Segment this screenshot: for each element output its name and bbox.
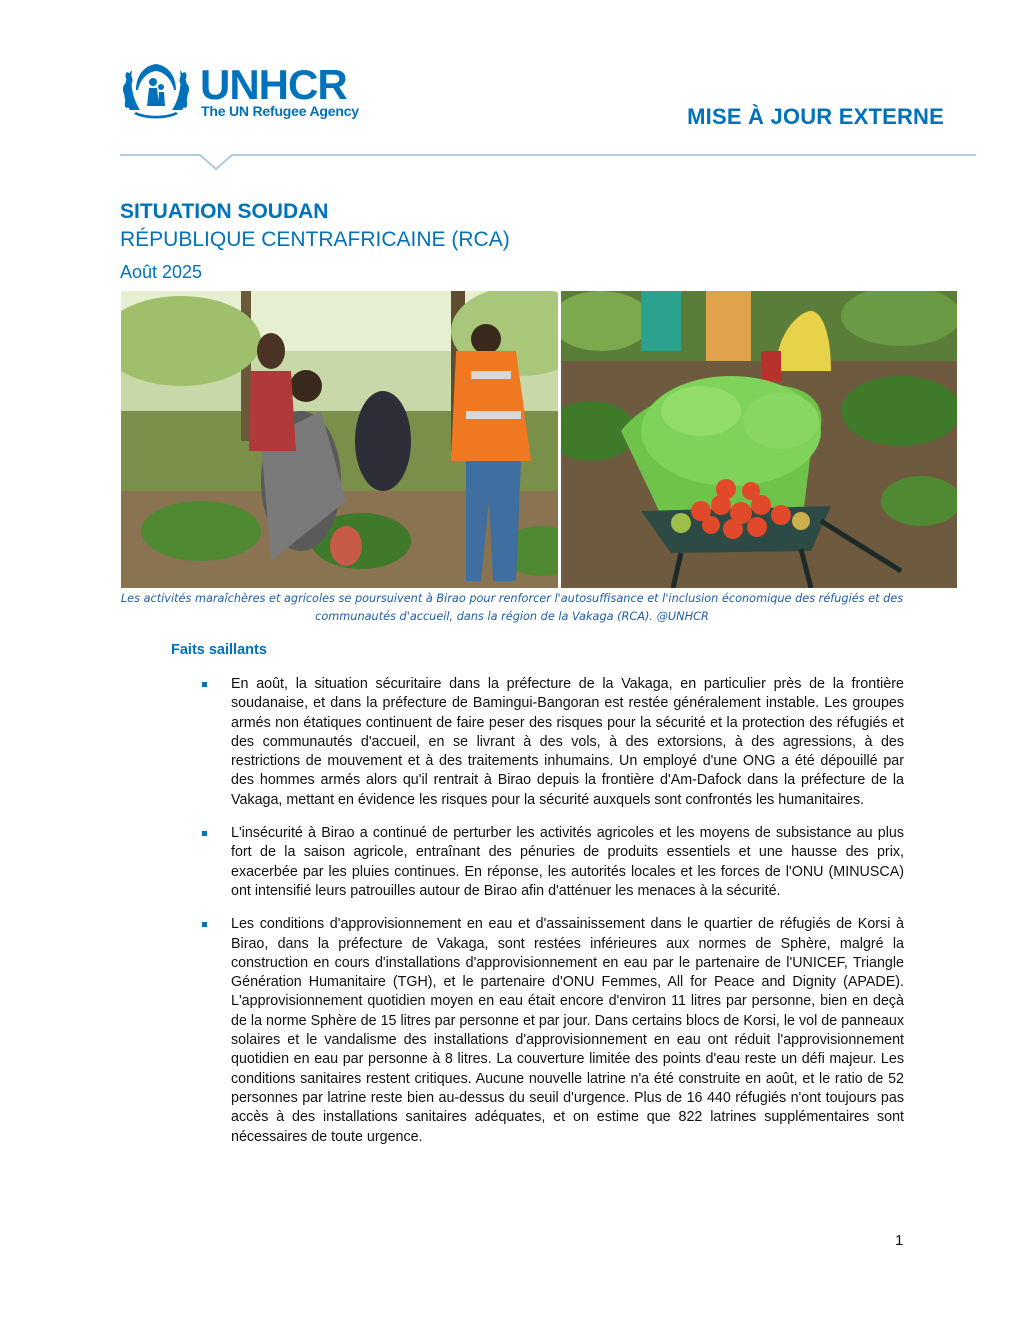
logo-tagline: The UN Refugee Agency bbox=[201, 103, 359, 119]
list-item-text: L'insécurité à Birao a continué de perturber les activités agricoles et les moyens de subsistance au plus fort de la saison agricole, entraînant des pénuries de produits essentiels et une hausse des prix, exacerbée par les pluies continues. En réponse, les autorités locales et les forces de l'ONU (MINUSCA) ont intensifié leurs patrouilles autour de Birao afin d'atténuer les menaces à la sécurité. bbox=[231, 825, 904, 899]
highlights-list bbox=[200, 675, 904, 1161]
unhcr-emblem-icon bbox=[120, 60, 192, 122]
unhcr-logo bbox=[120, 60, 380, 122]
header-divider bbox=[120, 145, 976, 171]
page-title: SITUATION SOUDAN bbox=[120, 200, 329, 223]
photo-vegetable-harvest bbox=[561, 291, 957, 588]
report-date: Août 2025 bbox=[120, 262, 203, 282]
bullet-square-icon bbox=[202, 831, 207, 836]
page-subtitle: RÉPUBLIQUE CENTRAFRICAINE (RCA) bbox=[120, 228, 510, 251]
photo-agricultural-activity bbox=[121, 291, 558, 588]
bullet-square-icon bbox=[202, 682, 207, 687]
page-number: 1 bbox=[895, 1232, 904, 1249]
list-item-text: En août, la situation sécuritaire dans la préfecture de la Vakaga, en particulier près de la frontière soudanaise, et dans la préfecture de Bamingui-Bangoran est restée généralement instable. Les groupes armés non étatiques continuent de faire peser des risques pour la sécurité et la protection des réfugiés et des communautés d'accueil, en se livrant à des vols, à des extorsions, à des agressions, à des restrictions de mouvement et à des traitements inhumains. Un employé d'une ONG a été dépouillé par des hommes armés alors qu'il rentrait à Birao depuis la frontière d'Am-Dafock dans la préfecture de la Vakaga, mettant en évidence les risques pour la sécurité auxquels sont confrontés les humanitaires. bbox=[231, 676, 904, 808]
list-item bbox=[200, 915, 904, 1147]
bullet-square-icon bbox=[202, 922, 207, 927]
logo-wordmark: UNHCR bbox=[200, 61, 347, 108]
update-label: MISE À JOUR EXTERNE bbox=[687, 104, 944, 129]
section-heading: Faits saillants bbox=[171, 642, 267, 658]
list-item bbox=[200, 675, 904, 810]
list-item-text: Les conditions d'approvisionnement en eau et d'assainissement dans le quartier de réfugiés de Korsi à Birao, dans la préfecture de Vakaga, sont restées inférieures aux normes de Sphère, malgré la construction en cours d'installations d'approvisionnement en eau par le partenaire de l'UNICEF, Triangle Génération Humanitaire (TGH), et le partenaire d'ONU Femmes, All for Peace and Dignity (APADE). L'approvisionnement quotidien moyen en eau était encore d'environ 11 litres par personne, bien en deçà de la norme Sphère de 15 litres par personne et par jour. Dans certains blocs de Korsi, le vol de panneaux solaires et le vandalisme des installations d'approvisionnement en eau ont réduit l'approvisionnement quotidien en eau par personne à 8 litres. La couverture limitée des points d'eau reste un défi majeur. Les conditions sanitaires restent critiques. Aucune nouvelle latrine n'a été construite en août, et le ratio de 52 personnes par latrine reste bien au-dessus du seuil d'urgence. Plus de 16 440 réfugiés n'ont toujours pas accès à des installations sanitaires adéquates, et on estime que 822 latrines supplémentaires sont nécessaires de toute urgence. bbox=[231, 916, 904, 1145]
photo-caption: Les activités maraîchères et agricoles se poursuivent à Birao pour renforcer l'autosuffisance et l'inclusion économique des réfugiés et des communautés d'accueil, dans la région de la Vakaga (RCA). @UNHCR bbox=[120, 592, 904, 623]
list-item bbox=[200, 824, 904, 901]
